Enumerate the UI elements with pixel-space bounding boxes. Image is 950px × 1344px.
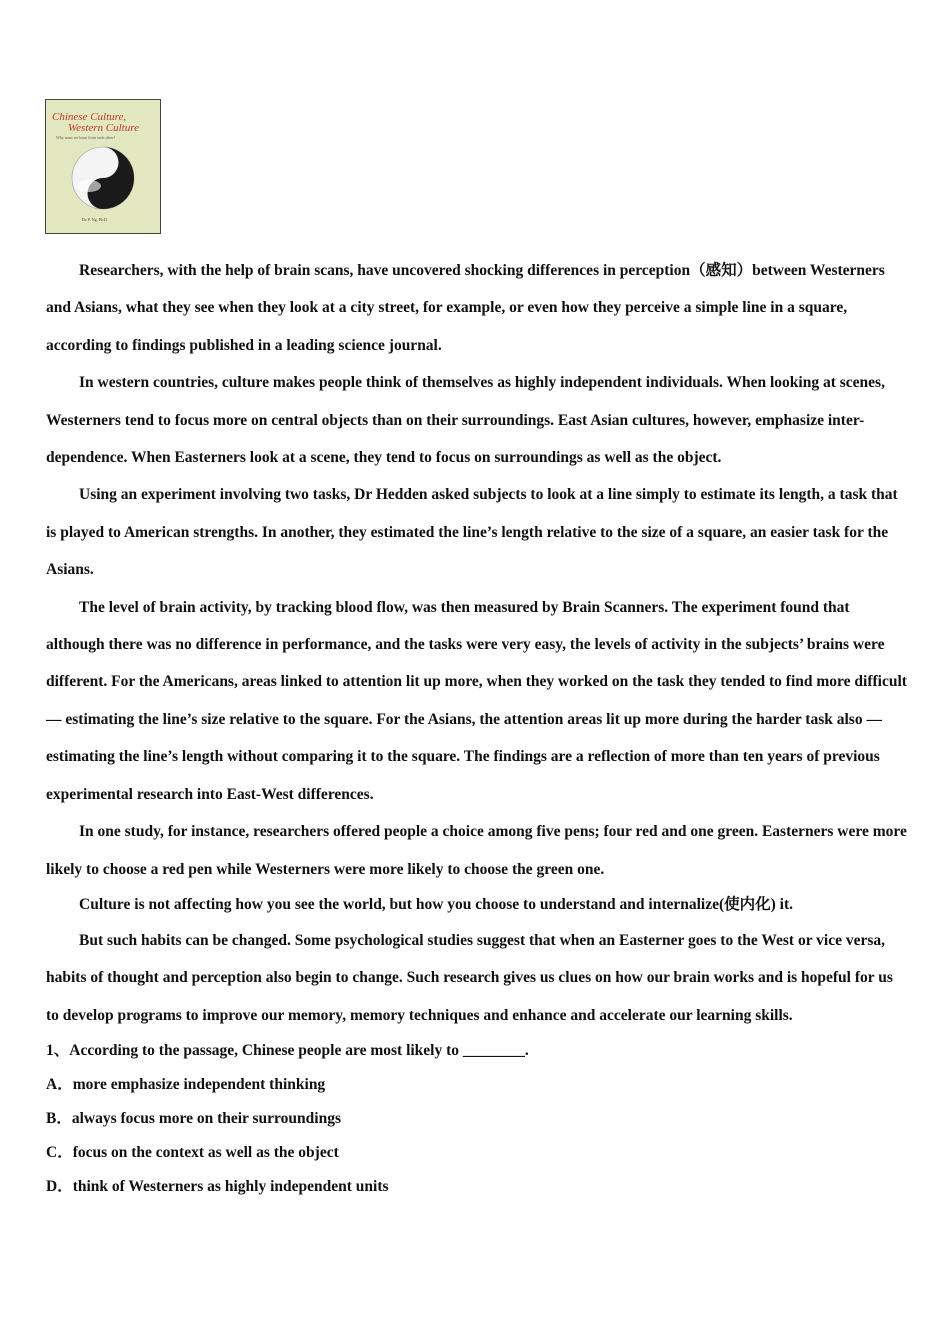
cover-subtitle: Why must we learn from each other?	[56, 135, 116, 140]
yin-yang-icon	[72, 147, 134, 209]
paragraph-5: In one study, for instance, researchers offered people a choice among five pens; four red and one green. Easterners were more likely to choose a red pen while Westerners were more likely to choose the green one.	[46, 823, 907, 878]
option-d[interactable]	[46, 1170, 908, 1204]
option-a-text: more emphasize independent thinking	[72, 1076, 326, 1094]
paragraph-4: The level of brain activity, by tracking blood flow, was then measured by Brain Scanners. The experiment found that although there was no difference in performance, and the tasks were very easy, the levels of activity in the subjects’ brains were different. For the Americans, areas linked to attention lit up more, when they worked on the task they tended to find more difficult — estimating the line’s size relative to the square. For the Asians, the attention areas lit up more during the harder task also — estimating the line’s length without comparing it to the square. The findings are a reflection of more than ten years of previous experimental research into East-West differences.	[46, 598, 907, 803]
cover-title-line2: Western Culture	[68, 122, 139, 134]
paragraph-6: Culture is not affecting how you see the world, but how you choose to understand and internalize(使内化) it.	[79, 895, 794, 913]
option-b-text: always focus more on their surroundings	[71, 1110, 341, 1128]
option-c[interactable]	[46, 1136, 908, 1170]
option-c-text: focus on the context as well as the object	[72, 1144, 339, 1162]
option-d-text: think of Westerners as highly independent units	[72, 1178, 389, 1196]
paragraph-3: Using an experiment involving two tasks, Dr Hedden asked subjects to look at a line simply to estimate its length, a task that is played to American strengths. In another, they estimated the line’s length relative to the size of a square, an easier task for the Asians.	[46, 486, 898, 579]
cover-author: Dr. P. Ng, Ph.D.	[82, 217, 108, 222]
option-a[interactable]	[46, 1068, 908, 1102]
paragraph-1: Researchers, with the help of brain scans, have uncovered shocking differences in perception（感知）between Westerners and Asians, what they see when they look at a city street, for example, or even how they perceive a simple line in a square, according to findings published in a leading science journal.	[46, 262, 885, 354]
question-stem: 1、According to the passage, Chinese people are most likely to ________.	[46, 1042, 529, 1060]
reading-passage	[46, 252, 908, 1204]
cover-title-line1: Chinese Culture,	[52, 111, 127, 123]
paragraph-2: In western countries, culture makes people think of themselves as highly independent individuals. When looking at scenes, Westerners tend to focus more on central objects than on their surroundings. East Asian cultures, however, emphasize inter-dependence. When Easterners look at a scene, they tend to focus on surroundings as well as the object.	[46, 374, 885, 467]
book-cover-image	[45, 99, 161, 234]
option-a-letter: A．	[46, 1076, 73, 1094]
option-c-letter: C．	[46, 1144, 73, 1162]
option-b-letter: B．	[46, 1110, 72, 1128]
option-d-letter: D．	[46, 1178, 73, 1196]
paragraph-7: But such habits can be changed. Some psychological studies suggest that when an Easterner goes to the West or vice versa, habits of thought and perception also begin to change. Such research gives us clues on how our brain works and is hopeful for us to develop programs to improve our memory, memory techniques and enhance and accelerate our learning skills.	[46, 931, 893, 1024]
option-b[interactable]	[46, 1102, 908, 1136]
